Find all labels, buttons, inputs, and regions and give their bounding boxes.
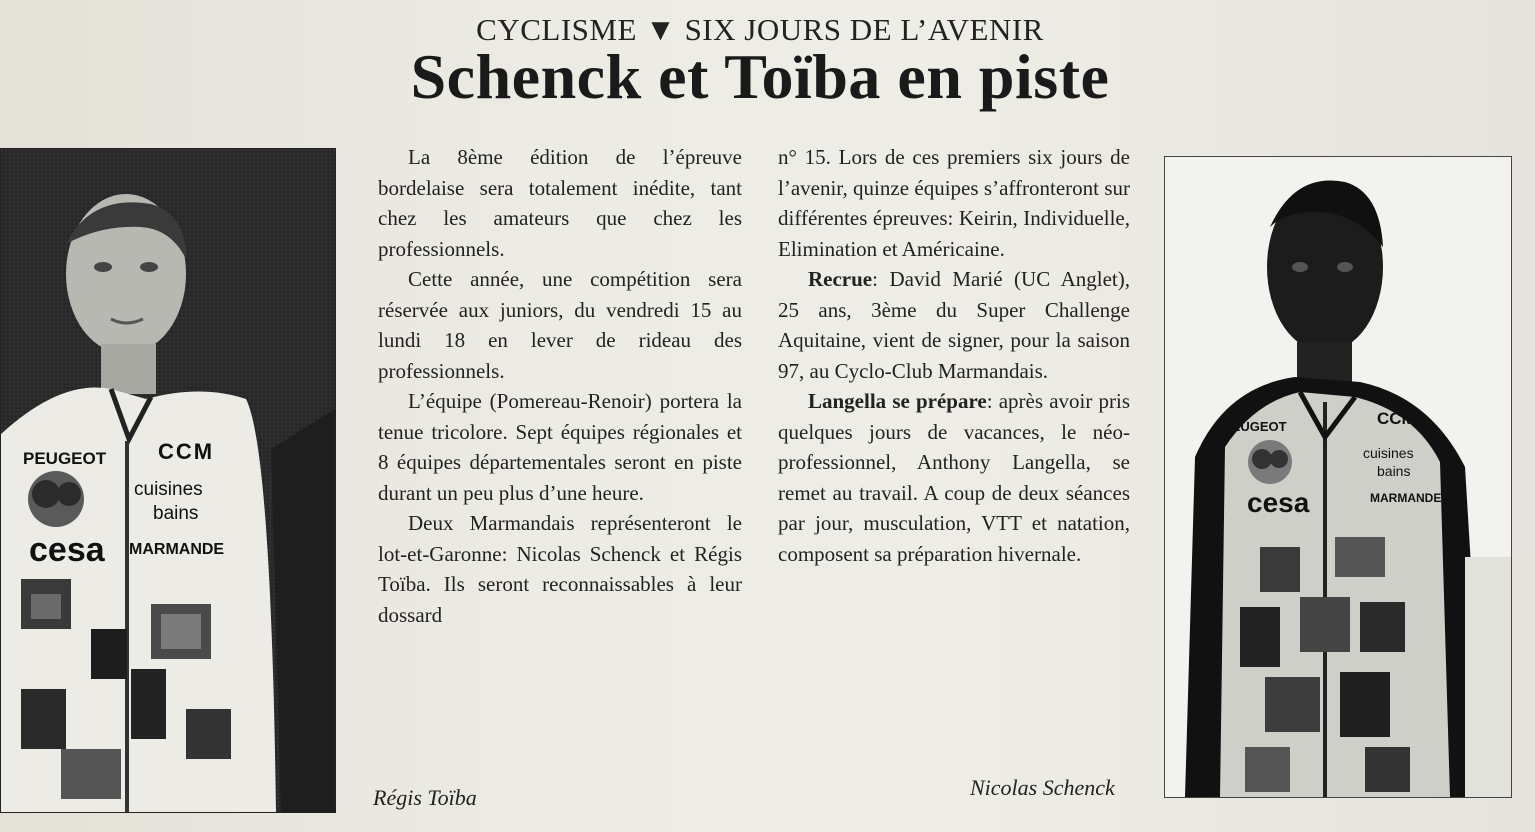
paragraph-intro: La 8ème édition de l’épreuve bordelaise sera totalement inédite, tant chez les amateurs que chez les professionnels. [378,145,742,261]
jersey-sponsor-peugeot: PEUGEOT [23,449,107,468]
paragraph-langella [778,386,1130,569]
jersey-sponsor-ccm: CCM [1377,409,1416,428]
recrue-text: : David Marié (UC Anglet), 25 ans, 3ème du Super Challenge Aquitaine, vient de signer, pour la saison 97, au Cyclo-Club Marmandais. [778,267,1130,383]
photo-caption-left: Régis Toïba [373,785,477,810]
paragraph-marmandais: Deux Marmandais représenteront le lot-et-Garonne: Nicolas Schenck et Régis Toïba. Ils seront reconnaissables à leur dossard [378,511,742,627]
jersey-sponsor-cesa: cesa [1247,487,1310,518]
article-headline: Schenck et Toïba en piste [410,41,1110,112]
paragraph-juniors: Cette année, une compétition sera réservée aux juniors, du vendredi 15 au lundi 18 en lever de rideau des professionnels. [378,267,742,383]
jersey-sponsor-cesa: cesa [29,531,105,569]
jersey-sponsor-cuisines: cuisines [134,479,203,500]
jersey-sponsor-marmande: MARMANDE [129,541,225,558]
photo-caption-right: Nicolas Schenck [970,775,1115,800]
recrue-label: Recrue [808,267,873,291]
jersey-sponsor-cuisines: cuisines [1363,445,1414,461]
paragraph-equipe: L’équipe (Pomereau-Renoir) portera la tenue tricolore. Sept équipes régionales et 8 équipes départementales seront en piste durant un peu plus d’une heure. [378,389,742,505]
jersey-sponsor-peugeot: PEUGEOT [1223,419,1287,434]
langella-label: Langella se prépare [808,389,987,413]
langella-text: : après avoir pris quelques jours de vacances, le néo-professionnel, Anthony Langella, se remet au travail. A coup de deux séances par jour, musculation, VTT et natation, composent sa préparation hivernale. [778,389,1130,566]
article-column-left [378,142,742,630]
jersey-sponsor-bains: bains [153,503,199,524]
jersey-sponsor-marmande: MARMANDE [1370,491,1442,505]
rider-portrait-right [1165,157,1511,797]
jersey-sponsor-ccm: CCM [158,439,215,464]
photo-nicolas-schenck [1164,156,1512,798]
section-kicker: CYCLISME ▼ SIX JOURS DE L’AVENIR [476,12,1044,47]
article-column-right [778,142,1130,569]
photo-regis-toiba [0,148,336,813]
paragraph-recrue [778,264,1130,386]
jersey-sponsor-bains: bains [1377,463,1411,479]
paragraph-continuation: n° 15. Lors de ces premiers six jours de l’avenir, quinze équipes s’affronteront sur différentes épreuves: Keirin, Individuelle, Elimination et Américaine. [778,145,1130,261]
